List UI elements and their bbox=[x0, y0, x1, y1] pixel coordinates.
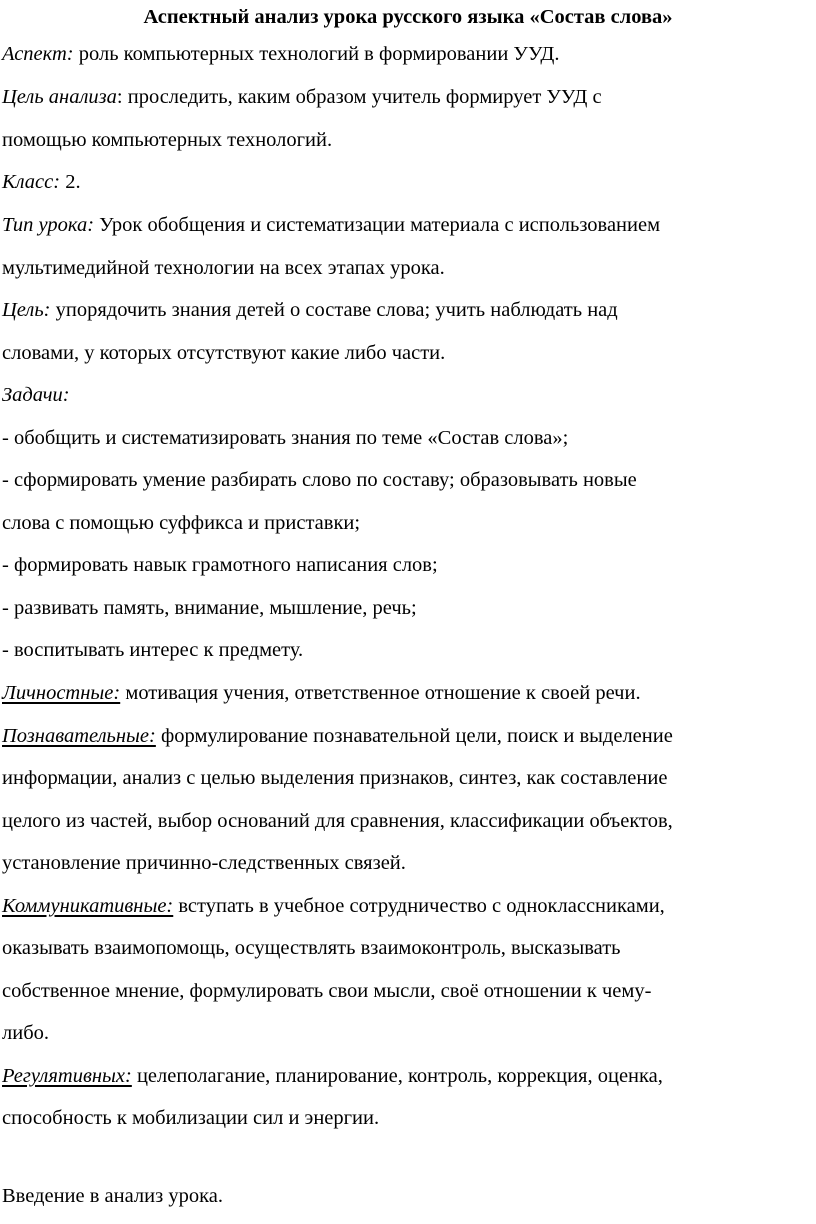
communicative-line-1 bbox=[2, 892, 812, 920]
task-item-3: - формировать навык грамотного написания слов; bbox=[2, 554, 438, 576]
personal-label: Личностные: bbox=[2, 682, 121, 704]
personal-line bbox=[2, 679, 812, 707]
task-item-5: - воспитывать интерес к предмету. bbox=[2, 639, 304, 661]
class-label: Класс: bbox=[2, 171, 61, 193]
communicative-line-3: собственное мнение, формулировать свои мысли, своё отношении к чему- bbox=[2, 980, 652, 1002]
communicative-line-4: либо. bbox=[2, 1022, 50, 1044]
goal-line-1 bbox=[2, 296, 812, 324]
aspect-label: Аспект: bbox=[2, 43, 74, 65]
regulatory-text-1: целеполагание, планирование, контроль, коррекция, оценка, bbox=[131, 1065, 663, 1087]
cognitive-line-1 bbox=[2, 722, 812, 750]
communicative-text-1: вступать в учебное сотрудничество с одноклассниками, bbox=[173, 895, 665, 917]
cognitive-line-4: установление причинно-следственных связей. bbox=[2, 852, 406, 874]
document-title: Аспектный анализ урока русского языка «Состав слова» bbox=[143, 6, 673, 28]
lesson-type-line-1 bbox=[2, 211, 812, 239]
class-text: 2. bbox=[60, 171, 81, 193]
intro-line: Введение в анализ урока. bbox=[2, 1185, 223, 1207]
lesson-type-label: Тип урока: bbox=[2, 214, 95, 236]
lesson-type-text-1: Урок обобщения и систематизации материала с использованием bbox=[94, 214, 661, 236]
personal-text: мотивация учения, ответственное отношение к своей речи. bbox=[120, 682, 641, 704]
goal-analysis-label: Цель анализа bbox=[2, 86, 117, 108]
task-item-2: - сформировать умение разбирать слово по составу; образовывать новые bbox=[2, 469, 637, 491]
goal-analysis-line-1 bbox=[2, 83, 812, 111]
goal-label: Цель: bbox=[2, 299, 51, 321]
communicative-line-2: оказывать взаимопомощь, осуществлять взаимоконтроль, высказывать bbox=[2, 937, 621, 959]
tasks-label: Задачи: bbox=[2, 384, 70, 406]
communicative-label: Коммуникативные: bbox=[2, 895, 174, 917]
cognitive-label: Познавательные: bbox=[2, 725, 156, 747]
goal-text-1: упорядочить знания детей о составе слова; учить наблюдать над bbox=[50, 299, 618, 321]
task-item-2-cont: слова с помощью суффикса и приставки; bbox=[2, 512, 361, 534]
regulatory-line-1 bbox=[2, 1062, 812, 1090]
task-item-1: - обобщить и систематизировать знания по теме «Состав слова»; bbox=[2, 427, 569, 449]
aspect-text: роль компьютерных технологий в формировании УУД. bbox=[73, 43, 560, 65]
cognitive-text-1: формулирование познавательной цели, поиск и выделение bbox=[155, 725, 673, 747]
cognitive-line-2: информации, анализ с целью выделения признаков, синтез, как составление bbox=[2, 767, 668, 789]
task-item-4: - развивать память, внимание, мышление, речь; bbox=[2, 597, 417, 619]
cognitive-line-3: целого из частей, выбор оснований для сравнения, классификации объектов, bbox=[2, 810, 673, 832]
aspect-line bbox=[2, 40, 812, 68]
goal-analysis-text-1: : проследить, каким образом учитель формирует УУД с bbox=[116, 86, 602, 108]
regulatory-line-2: способность к мобилизации сил и энергии. bbox=[2, 1107, 380, 1129]
goal-analysis-line-2: помощью компьютерных технологий. bbox=[2, 129, 333, 151]
lesson-type-line-2: мультимедийной технологии на всех этапах урока. bbox=[2, 257, 445, 279]
class-line bbox=[2, 168, 812, 196]
goal-line-2: словами, у которых отсутствуют какие либо части. bbox=[2, 342, 446, 364]
regulatory-label: Регулятивных: bbox=[2, 1065, 132, 1087]
